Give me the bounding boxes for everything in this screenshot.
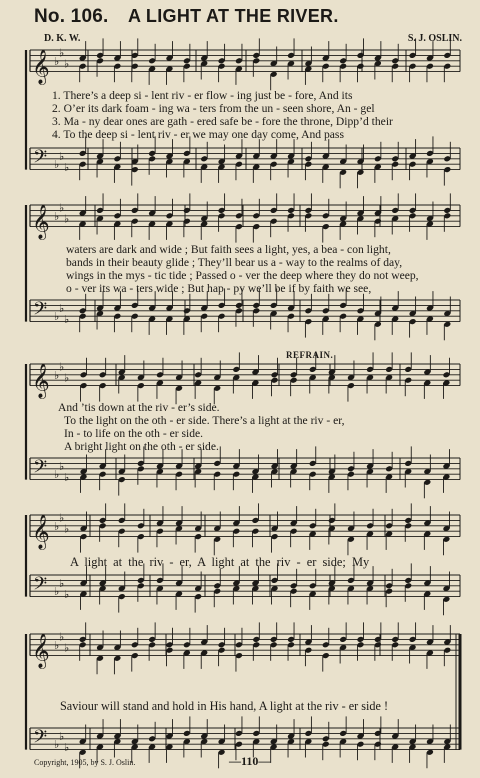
refrain-label: REFRAIN. <box>286 350 334 360</box>
flat-sign-icon: ♭ <box>64 212 70 226</box>
flat-sign-icon: ♭ <box>59 46 65 60</box>
composer-credit: S. J. OSLIN. <box>407 33 462 44</box>
bass-clef-icon: 𝄢 <box>33 574 48 600</box>
bass-clef-icon: 𝄢 <box>33 457 48 483</box>
treble-clef-icon: 𝄞 <box>32 514 50 550</box>
flat-sign-icon: ♭ <box>54 519 60 533</box>
flat-sign-icon: ♭ <box>54 209 60 223</box>
flat-sign-icon: ♭ <box>54 638 60 652</box>
lyric-line: Saviour will stand and hold in His hand, A light at the riv - er side ! <box>60 699 389 713</box>
lyric-line: bands in their beauty glide ; They’ll bear us a - way to the realms of day, <box>66 256 403 269</box>
lyric-line: To the light on the oth - er side. There’s a light at the riv - er, <box>64 414 345 427</box>
flat-sign-icon: ♭ <box>59 630 65 644</box>
treble-clef-icon: 𝄞 <box>32 49 50 85</box>
lyric-line: A bright light on the oth - er side. <box>64 440 219 453</box>
bass-clef-icon: 𝄢 <box>33 299 48 325</box>
lyric-line: 1. There’s a deep si - lent riv - er flow - ing just be - fore, And its <box>52 89 353 102</box>
flat-sign-icon: ♭ <box>64 522 70 536</box>
flat-sign-icon: ♭ <box>64 371 70 385</box>
treble-clef-icon: 𝄞 <box>32 633 50 669</box>
flat-sign-icon: ♭ <box>64 312 70 326</box>
lyric-line: 4. To the deep si - lent riv - er we may one day come, And pass <box>52 128 344 141</box>
lyric-line: waters are dark and wide ; But faith sees a light, yes, a bea - con light, <box>66 243 391 256</box>
lyric-line: A light at the riv - er, A light at the riv - er side; My <box>70 555 370 569</box>
flat-sign-icon: ♭ <box>59 360 65 374</box>
flat-sign-icon: ♭ <box>64 470 70 484</box>
flat-sign-icon: ♭ <box>54 468 60 482</box>
flat-sign-icon: ♭ <box>59 150 65 164</box>
flat-sign-icon: ♭ <box>64 587 70 601</box>
treble-clef-icon: 𝄞 <box>32 204 50 240</box>
flat-sign-icon: ♭ <box>64 740 70 754</box>
copyright-notice: Copyright, 1905, by S. J. Oslin. <box>34 758 136 767</box>
lyric-line: 2. O’er its dark foam - ing wa - ters from the un - seen shore, An - gel <box>52 102 375 115</box>
flat-sign-icon: ♭ <box>59 730 65 744</box>
flat-sign-icon: ♭ <box>54 368 60 382</box>
lyric-line: In - to life on the oth - er side. <box>64 427 204 440</box>
hymn-title: A LIGHT AT THE RIVER. <box>128 6 339 26</box>
lyric-line: o - ver its wa - ters wide ; But hap - py we’ll be if by faith we see, <box>66 282 372 295</box>
flat-sign-icon: ♭ <box>54 585 60 599</box>
flat-sign-icon: ♭ <box>59 201 65 215</box>
bass-clef-icon: 𝄢 <box>33 147 48 173</box>
flat-sign-icon: ♭ <box>59 302 65 316</box>
bass-clef-icon: 𝄢 <box>33 727 48 753</box>
flat-sign-icon: ♭ <box>64 57 70 71</box>
page-number: —110— <box>229 754 271 768</box>
hymn-number: No. 106. <box>34 6 109 27</box>
author-credit: D. K. W. <box>44 33 81 44</box>
flat-sign-icon: ♭ <box>54 158 60 172</box>
lyric-line: wings in the mys - tic tide ; Passed o - ver the deep where they do not weep, <box>66 269 419 282</box>
flat-sign-icon: ♭ <box>59 511 65 525</box>
flat-sign-icon: ♭ <box>64 641 70 655</box>
flat-sign-icon: ♭ <box>54 738 60 752</box>
flat-sign-icon: ♭ <box>54 54 60 68</box>
flat-sign-icon: ♭ <box>54 310 60 324</box>
treble-clef-icon: 𝄞 <box>32 363 50 399</box>
flat-sign-icon: ♭ <box>59 460 65 474</box>
flat-sign-icon: ♭ <box>59 577 65 591</box>
lyric-line: And ’tis down at the riv - er’s side. <box>58 401 220 414</box>
flat-sign-icon: ♭ <box>64 160 70 174</box>
lyric-line: 3. Ma - ny dear ones are gath - ered safe be - fore the throne, Dipp’d their <box>52 115 393 128</box>
